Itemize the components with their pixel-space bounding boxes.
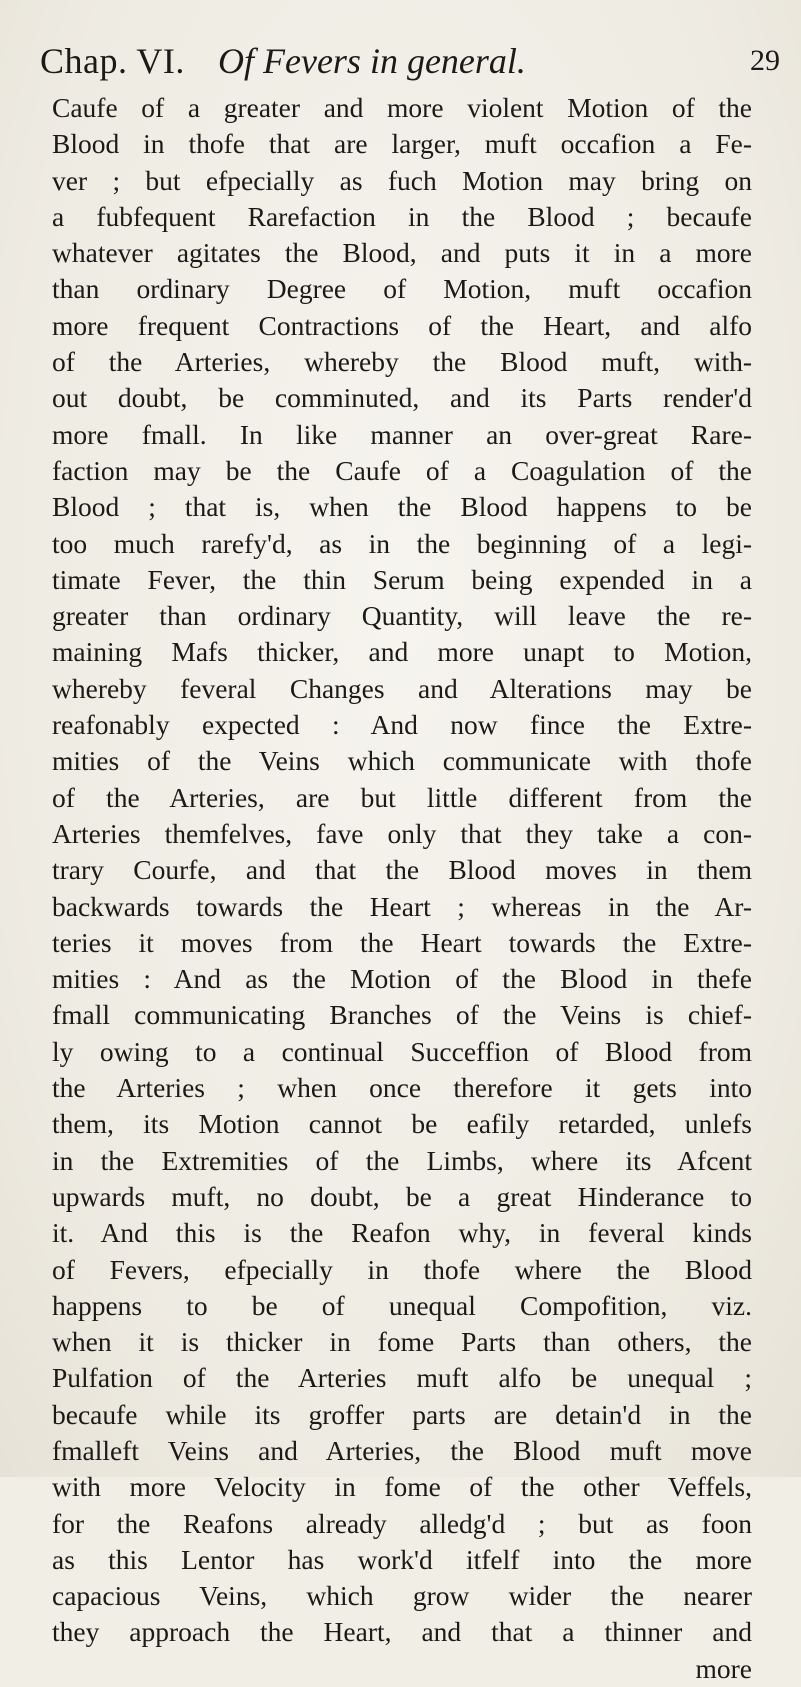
text-line: mities of the Veins which communicate with thofe — [52, 745, 752, 777]
text-line: with more Velocity in fome of the other Veffels, — [52, 1471, 752, 1503]
text-line: they approach the Heart, and that a thinner and — [52, 1616, 752, 1648]
text-line: becaufe while its groffer parts are detain'd in the — [52, 1398, 752, 1430]
text-line: upwards muft, no doubt, be a great Hinderance to — [52, 1180, 752, 1212]
text-line: reafonably expected : And now fince the Extre- — [52, 709, 752, 741]
running-head — [40, 40, 780, 90]
text-line: Arteries themfelves, fave only that they take a con- — [52, 817, 752, 849]
text-line: in the Extremities of the Limbs, where its Afcent — [52, 1144, 752, 1176]
text-line: too much rarefy'd, as in the beginning of a legi- — [52, 527, 752, 559]
text-line: trary Courfe, and that the Blood moves in them — [52, 854, 752, 886]
text-line: them, its Motion cannot be eafily retarded, unlefs — [52, 1108, 752, 1140]
text-line: the Arteries ; when once therefore it gets into — [52, 1072, 752, 1104]
text-line: for the Reafons already alledg'd ; but as foon — [52, 1507, 752, 1539]
text-line: Blood in thofe that are larger, muft occafion a Fe- — [52, 128, 752, 160]
text-line: happens to be of unequal Compofition, viz. — [52, 1289, 752, 1321]
text-line: it. And this is the Reafon why, in feveral kinds — [52, 1217, 752, 1249]
text-line: ver ; but efpecially as fuch Motion may bring on — [52, 164, 752, 196]
text-line: of the Arteries, are but little different from the — [52, 781, 752, 813]
text-line: capacious Veins, which grow wider the nearer — [52, 1580, 752, 1612]
text-line: Caufe of a greater and more violent Motion of the — [52, 92, 752, 123]
text-line: more fmall. In like manner an over-great Rare- — [52, 418, 752, 450]
page-number: 29 — [750, 44, 780, 77]
chapter-label: Chap. VI. — [40, 41, 185, 81]
text-line: out doubt, be comminuted, and its Parts render'd — [52, 382, 752, 414]
text-line: teries it moves from the Heart towards the Extre- — [52, 926, 752, 958]
body-text — [52, 90, 752, 1687]
text-line: of the Arteries, whereby the Blood muft, with- — [52, 346, 752, 378]
text-line: more frequent Contractions of the Heart, and alfo — [52, 309, 752, 341]
text-line: Pulfation of the Arteries muft alfo be unequal ; — [52, 1362, 752, 1394]
text-line: as this Lentor has work'd itfelf into the more — [52, 1543, 752, 1575]
text-line: maining Mafs thicker, and more unapt to Motion, — [52, 636, 752, 668]
text-line: ly owing to a continual Succeffion of Blood from — [52, 1035, 752, 1067]
text-line: of Fevers, efpecially in thofe where the Blood — [52, 1253, 752, 1285]
text-line: when it is thicker in fome Parts than others, the — [52, 1326, 752, 1358]
text-line: fmalleft Veins and Arteries, the Blood muft move — [52, 1434, 752, 1466]
text-line: fmall communicating Branches of the Veins is chief- — [52, 999, 752, 1031]
text-line: timate Fever, the thin Serum being expended in a — [52, 563, 752, 595]
text-line: backwards towards the Heart ; whereas in the Ar- — [52, 890, 752, 922]
text-line: a fubfequent Rarefaction in the Blood ; becaufe — [52, 200, 752, 232]
text-line: mities : And as the Motion of the Blood in thefe — [52, 963, 752, 995]
text-line: Blood ; that is, when the Blood happens to be — [52, 491, 752, 523]
text-line: whereby feveral Changes and Alterations may be — [52, 672, 752, 704]
text-line: faction may be the Caufe of a Coagulation of the — [52, 454, 752, 486]
text-line: greater than ordinary Quantity, will leave the re- — [52, 600, 752, 632]
catchword: more — [695, 1652, 752, 1684]
running-title: Of Fevers in general. — [218, 41, 526, 81]
text-line: whatever agitates the Blood, and puts it in a more — [52, 237, 752, 269]
text-line: than ordinary Degree of Motion, muft occafion — [52, 273, 752, 305]
